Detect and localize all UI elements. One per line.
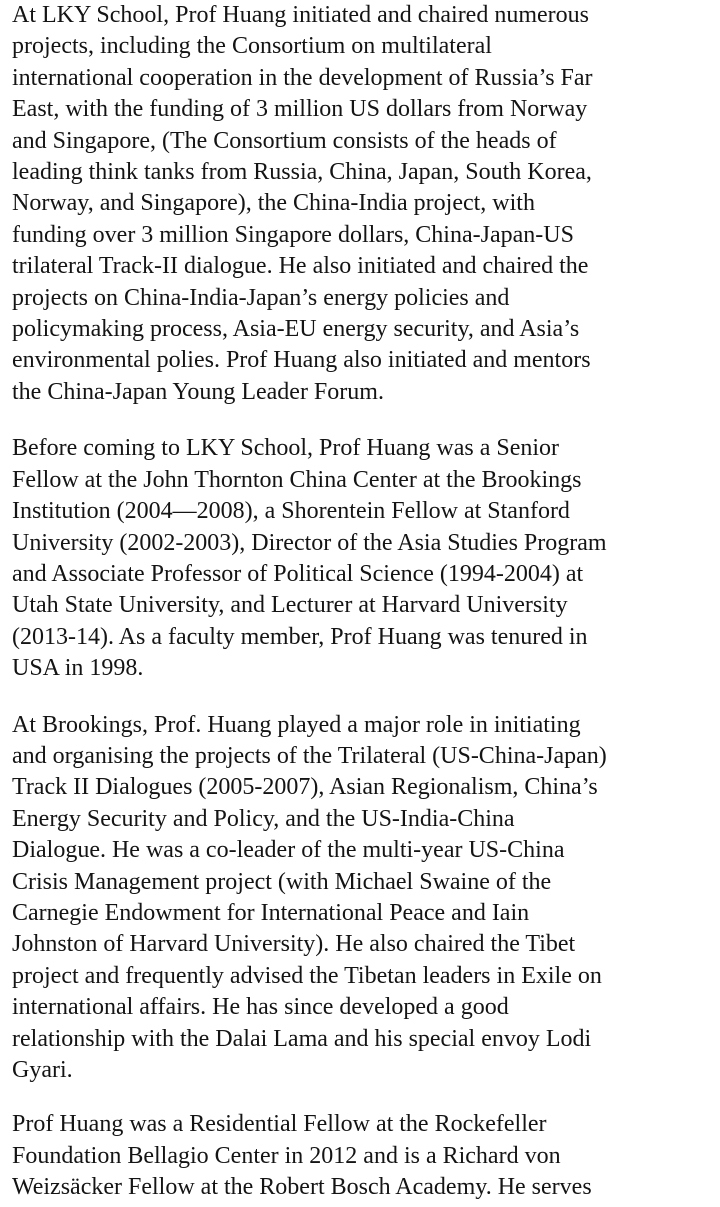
text-line: international affairs. He has since developed a good [12,994,509,1021]
text-line: Foundation Bellagio Center in 2012 and is a Richard von [12,1142,561,1169]
text-line: University (2002-2003), Director of the Asia Studies Program [12,529,607,556]
text-line: trilateral Track-II dialogue. He also initiated and chaired the [12,253,589,280]
paragraph-spacer [12,408,712,433]
paragraph-spacer [12,685,712,710]
text-line: USA in 1998. [12,655,144,682]
text-line: Weizsäcker Fellow at the Robert Bosch Academy. He serves [12,1174,592,1201]
text-line: Before coming to LKY School, Prof Huang was a Senior [12,435,560,462]
paragraph-prior-career [12,433,712,684]
text-line: Prof Huang was a Residential Fellow at the Rockefeller [12,1111,547,1138]
text-line: Carnegie Endowment for International Peace and Iain [12,899,530,926]
text-line: Crisis Management project (with Michael Swaine of the [12,868,552,895]
paragraph-brookings [12,710,712,1087]
text-line: environmental polies. Prof Huang also initiated and mentors [12,347,591,374]
text-line: Track II Dialogues (2005-2007), Asian Regionalism, China’s [12,774,598,801]
text-line: (2013-14). As a faculty member, Prof Huang was tenured in [12,623,588,650]
text-line: Institution (2004—2008), a Shorentein Fellow at Stanford [12,498,570,525]
text-line: At Brookings, Prof. Huang played a major role in initiating [12,711,581,738]
text-line: projects, including the Consortium on multilateral [12,33,492,60]
text-line: Johnston of Harvard University). He also chaired the Tibet [12,931,576,958]
text-line: relationship with the Dalai Lama and his special envoy Lodi [12,1025,592,1052]
text-line: and Singapore, (The Consortium consists of the heads of [12,127,557,154]
text-line: At LKY School, Prof Huang initiated and chaired numerous [12,2,589,28]
paragraph-fellowships [12,1109,712,1203]
text-line: policymaking process, Asia-EU energy security, and Asia’s [12,316,580,343]
text-line: projects on China-India-Japan’s energy policies and [12,284,510,311]
text-line: international cooperation in the development of Russia’s Far [12,64,593,91]
text-line: Energy Security and Policy, and the US-India-China [12,805,515,832]
text-line: and Associate Professor of Political Science (1994-2004) at [12,560,584,587]
text-line: Dialogue. He was a co-leader of the multi-year US-China [12,837,565,864]
paragraph-lky-school-projects [12,0,712,408]
text-line: Norway, and Singapore), the China-India project, with [12,190,535,217]
text-line: Gyari. [12,1057,73,1083]
paragraph-spacer [12,1086,712,1109]
text-line: Fellow at the John Thornton China Center at the Brookings [12,466,582,493]
text-line: and organising the projects of the Trilateral (US-China-Japan) [12,742,607,769]
text-line: East, with the funding of 3 million US dollars from Norway [12,96,588,123]
document-body [12,0,712,1204]
text-line: the China-Japan Young Leader Forum. [12,378,384,405]
text-line: Utah State University, and Lecturer at Harvard University [12,592,568,619]
text-line: funding over 3 million Singapore dollars, China-Japan-US [12,221,574,248]
text-line: leading think tanks from Russia, China, Japan, South Korea, [12,159,592,186]
text-line: project and frequently advised the Tibetan leaders in Exile on [12,962,602,989]
